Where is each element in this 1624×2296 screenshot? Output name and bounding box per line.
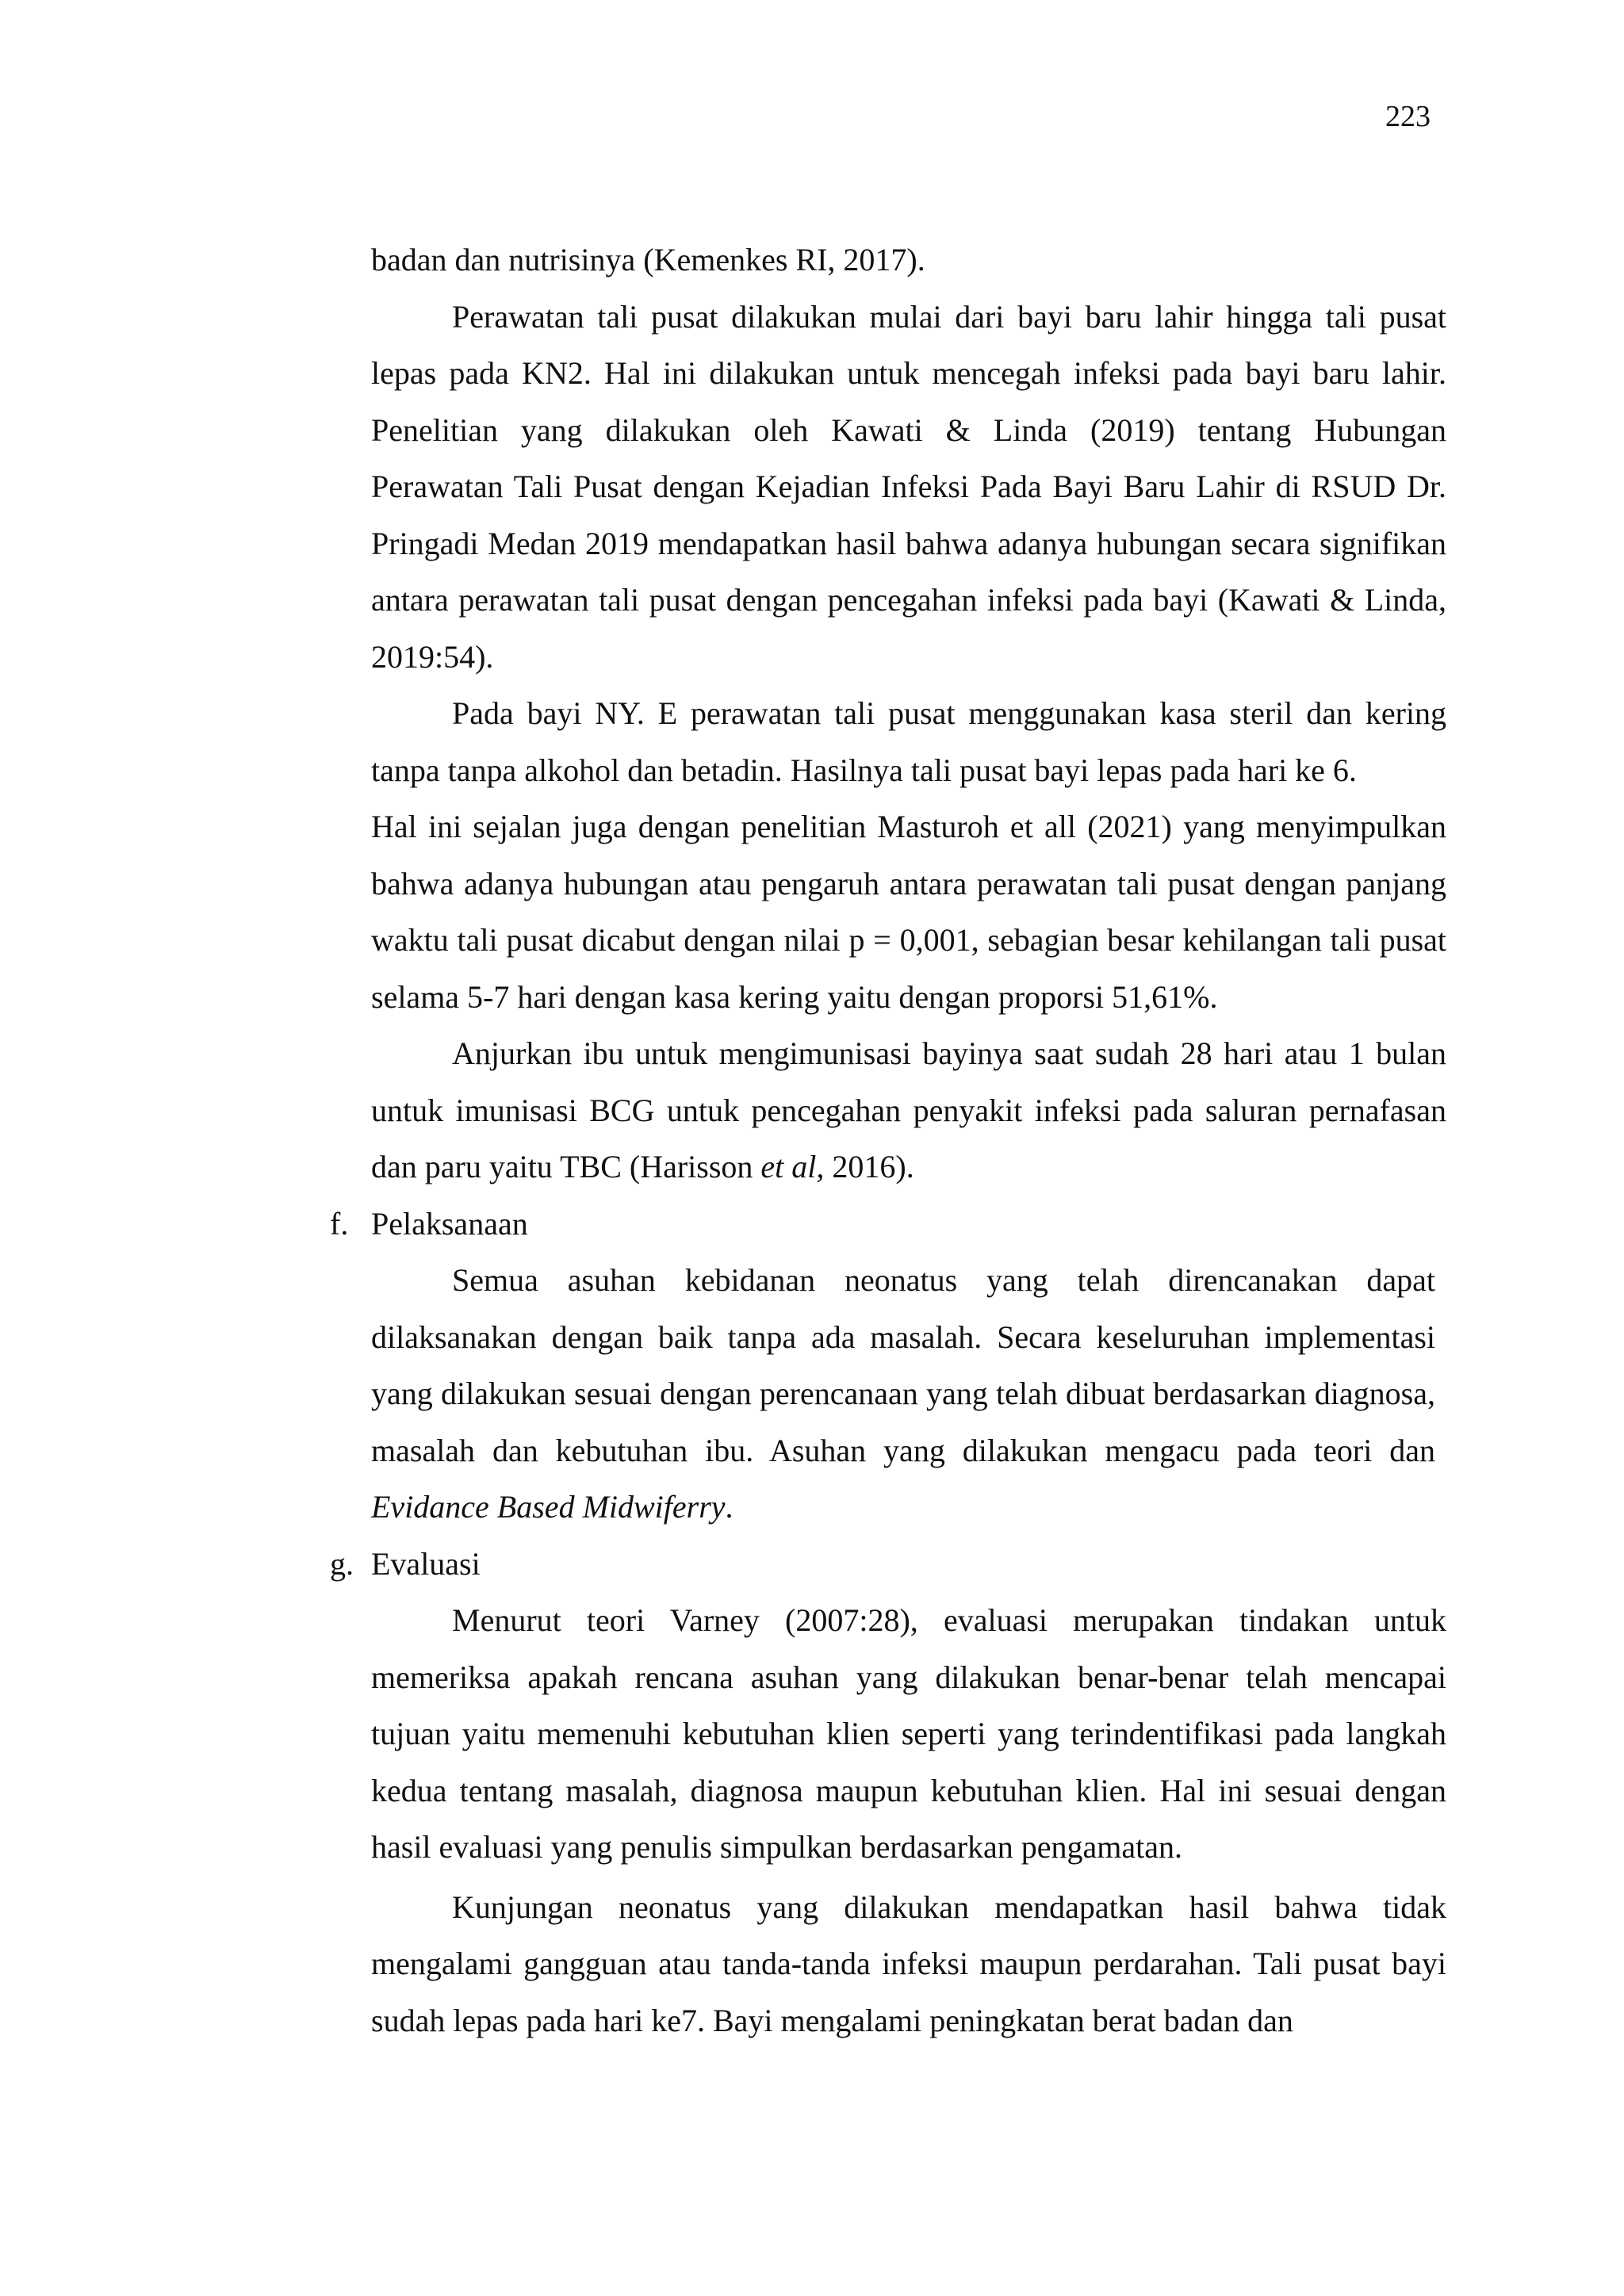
immunization-citation-italic: et al, [760,1149,825,1184]
paragraph-umbilical-care: Perawatan tali pusat dilakukan mulai dari bayi baru lahir hingga tali pusat lepas pada KN2. Hal ini dilakukan untuk mencegah infeksi pada bayi baru lahir. Penelitian yang dilakukan oleh Kawati & Linda (2019) tentang Hubungan Perawatan Tali Pusat dengan Kejadian Infeksi Pada Bayi Baru Lahir di RSUD Dr. Pringadi Medan 2019 mendapatkan hasil bahwa adanya hubungan secara signifikan antara perawatan tali pusat dengan pencegahan infeksi pada bayi (Kawati & Linda, 2019:54). [371,298,1446,675]
implementation-text: Semua asuhan kebidanan neonatus yang telah direncanakan dapat dilaksanakan dengan baik tanpa ada masalah. Secara keseluruhan implementasi yang dilakukan sesuai dengan perencanaan yang telah dibuat berdasarkan diagnosa, masalah dan kebutuhan ibu. Asuhan yang dilakukan mengacu pada teori dan [371,1262,1435,1468]
implementation-italic: Evidance Based Midwiferry [371,1489,726,1525]
section-g-heading [330,1536,1446,1593]
section-g-letter: g. [330,1545,354,1582]
immunization-text-end: 2016). [824,1149,914,1184]
body-text [330,232,1446,2049]
paragraph-evaluation-theory: Menurut teori Varney (2007:28), evaluasi merupakan tindakan untuk memeriksa apakah rencana asuhan yang dilakukan benar-benar telah mencapai tujuan yaitu memenuhi kebutuhan klien seperti yang terindentifikasi pada langkah kedua tentang masalah, diagnosa maupun kebutuhan klien. Hal ini sesuai dengan hasil evaluasi yang penulis simpulkan berdasarkan pengamatan. [371,1602,1446,1865]
section-g-title: Evaluasi [371,1545,481,1582]
section-f-heading [330,1196,1446,1253]
paragraph-implementation [371,1252,1435,1536]
immunization-text: Anjurkan ibu untuk mengimunisasi bayinya saat sudah 28 hari atau 1 bulan untuk imunisasi BCG untuk pencegahan penyakit infeksi pada saluran pernafasan dan paru yaitu TBC (Harisson [371,1035,1446,1184]
paragraph-immunization [371,1025,1446,1196]
section-f-letter: f. [330,1205,349,1242]
paragraph-research: Hal ini sejalan juga dengan penelitian Masturoh et all (2021) yang menyimpulkan bahwa adanya hubungan atau pengaruh antara perawatan tali pusat dengan panjang waktu tali pusat dicabut dengan nilai p = 0,001, sebagian besar kehilangan tali pusat selama 5-7 hari dengan kasa kering yaitu dengan proporsi 51,61%. [371,809,1446,1015]
paragraph-neonatal-visit: Kunjungan neonatus yang dilakukan mendapatkan hasil bahwa tidak mengalami gangguan atau tanda-tanda infeksi maupun perdarahan. Tali pusat bayi sudah lepas pada hari ke7. Bayi mengalami peningkatan berat badan dan [371,1888,1446,2038]
page-number: 223 [1385,100,1431,133]
section-f-title: Pelaksanaan [371,1205,528,1242]
paragraph-baby-case: Pada bayi NY. E perawatan tali pusat menggunakan kasa steril dan kering tanpa tanpa alkohol dan betadin. Hasilnya tali pusat bayi lepas pada hari ke 6. [371,695,1446,788]
implementation-text-end: . [725,1489,733,1525]
paragraph-1: badan dan nutrisinya (Kemenkes RI, 2017). [371,242,925,277]
